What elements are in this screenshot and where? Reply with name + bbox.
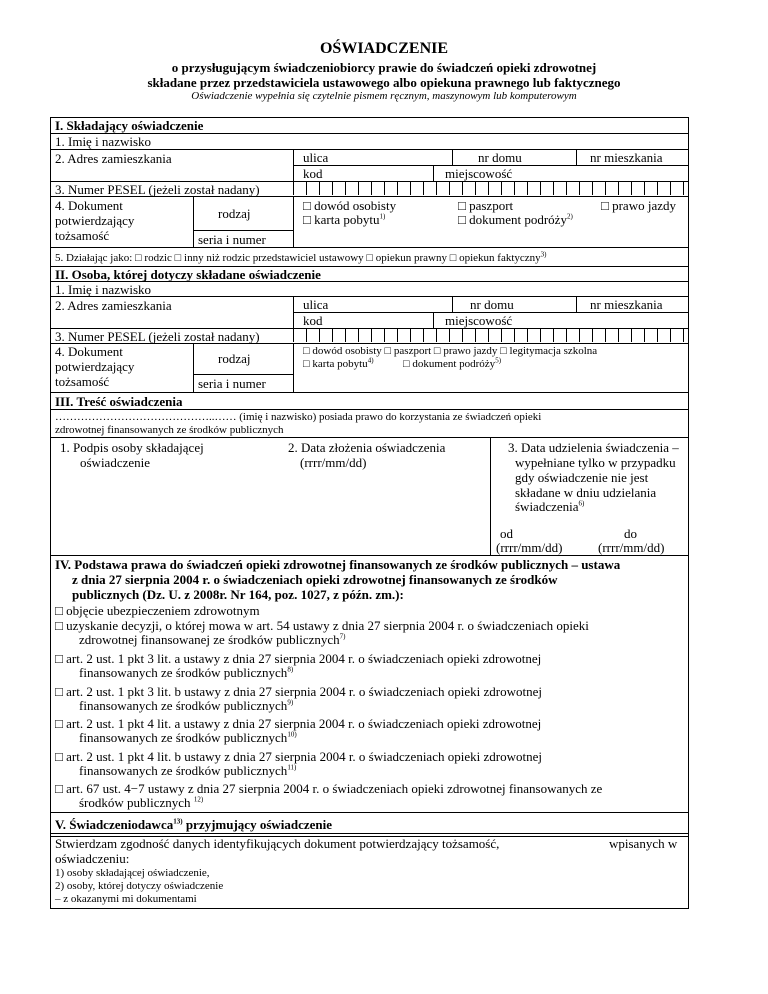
checkbox-icon: □ <box>55 684 63 699</box>
s1-street-label: ulica <box>303 150 329 165</box>
s3-signature-label-1: 1. Podpis osoby składającej <box>60 440 204 455</box>
checkbox-icon: □ <box>55 651 63 666</box>
section-2-heading: II. Osoba, której dotyczy składane oświadczenie <box>55 267 321 282</box>
s1-id-card-option[interactable]: □ dowód osobisty <box>303 198 397 213</box>
checkbox-icon: □ <box>55 603 63 618</box>
subtitle-line-2: składane przez przedstawiciela ustawowego albo opiekuna prawnego lub faktycznego <box>147 75 621 90</box>
checkbox-icon: □ <box>55 618 63 633</box>
s3-service-date-label-2: wypełniane tylko w przypadku <box>515 455 676 470</box>
s3-statement-line-1: ……………………………………..…… (imię i nazwisko) posiada prawo do korzystania ze świadczeń opieki <box>55 411 542 423</box>
s2-pesel-label: 3. Numer PESEL (jeżeli został nadany) <box>55 329 260 344</box>
s1-travel-document-option[interactable]: □ dokument podróży$^{2)}$ <box>458 212 573 227</box>
s5-statement-line-1: Stwierdzam zgodność danych identyfikujących dokument potwierdzający tożsamość, <box>55 836 500 851</box>
s3-service-date-label-5: świadczenia$^{6)}$ <box>515 499 585 514</box>
section-4-heading-line-1: IV. Podstawa prawa do świadczeń opieki zdrowotnej finansowanych ze środków publicznych – ustawa <box>55 557 621 572</box>
s2-postal-code-label: kod <box>303 313 323 328</box>
section-1-heading: I. Składający oświadczenie <box>55 118 204 133</box>
s1-pesel-label: 3. Numer PESEL (jeżeli został nadany) <box>55 182 260 197</box>
checkbox-icon: □ <box>55 749 63 764</box>
s4-option-4-cont: finansowanych ze środków publicznych$^{9)}$ <box>79 698 294 713</box>
s1-document-label-2: potwierdzający <box>55 213 135 228</box>
page-title: OŚWIADCZENIE <box>319 40 449 57</box>
s4-option-7-cont: środków publicznych $^{12)}$ <box>79 795 204 810</box>
s1-doc-type-label: rodzaj <box>218 206 251 221</box>
s2-apartment-number-label: nr mieszkania <box>590 297 663 312</box>
s1-residence-card-option[interactable]: □ karta pobytu$^{1)}$ <box>303 212 386 227</box>
s1-pesel-cells[interactable] <box>293 181 684 195</box>
checkbox-icon: □ <box>55 716 63 731</box>
s2-document-options-line-1[interactable]: □ dowód osobisty □ paszport □ prawo jazdy □ legitymacja szkolna <box>303 345 598 357</box>
s3-from-label: od <box>500 526 513 541</box>
s2-residence-card-option[interactable]: □ karta pobytu$^{4)}$ <box>303 356 374 370</box>
s4-option-5-cont: finansowanych ze środków publicznych$^{10)}$ <box>79 730 297 745</box>
s3-from-format: (rrrr/mm/dd) <box>496 540 563 555</box>
section-5-heading: V. Świadczeniodawca$^{13)}$ przyjmujący oświadczenie <box>55 817 333 832</box>
s2-house-number-label: nr domu <box>470 297 514 312</box>
s5-statement-line-2: oświadczeniu: <box>55 851 130 866</box>
s2-name-label: 1. Imię i nazwisko <box>55 282 152 297</box>
s1-acting-as-options[interactable]: 5. Działając jako: □ rodzic □ inny niż rodzic przedstawiciel ustawowy □ opiekun prawny □ opiekun faktyczny$^{3)}$ <box>55 250 547 264</box>
subtitle-line-1: o przysługującym świadczeniobiorcy prawie do świadczeń opieki zdrowotnej <box>171 60 597 75</box>
s2-travel-document-option[interactable]: □ dokument podróży$^{5)}$ <box>403 356 502 370</box>
s3-signature-label-2: oświadczenie <box>80 455 151 470</box>
s1-document-label-3: tożsamość <box>55 228 110 243</box>
s5-list-item-3: – z okazanymi mi dokumentami <box>55 893 197 905</box>
s5-list-item-1: 1) osoby składającej oświadczenie, <box>55 867 210 879</box>
fill-instruction: Oświadczenie wypełnia się czytelnie pismem ręcznym, maszynowym lub komputerowym <box>191 90 577 102</box>
s4-option-5[interactable]: □ art. 2 ust. 1 pkt 4 lit. a ustawy z dnia 27 sierpnia 2004 r. o świadczeniach opieki zdrowotnej <box>55 716 542 731</box>
s2-doc-type-label: rodzaj <box>218 351 251 366</box>
s4-option-6-cont: finansowanych ze środków publicznych$^{11)}$ <box>79 763 297 778</box>
s1-address-label: 2. Adres zamieszkania <box>55 151 172 166</box>
s5-list-item-2: 2) osoby, której dotyczy oświadczenie <box>55 880 224 892</box>
s2-document-label-3: tożsamość <box>55 374 110 389</box>
s4-option-2-cont: zdrowotnej finansowanej ze środków publicznych$^{7)}$ <box>79 632 346 647</box>
s3-to-label: do <box>624 526 637 541</box>
s4-option-2[interactable]: □ uzyskanie decyzji, o której mowa w art. 54 ustawy z dnia 27 sierpnia 2004 r. o świadczeniach opieki <box>55 618 589 633</box>
s3-submit-date-label: 2. Data złożenia oświadczenia <box>288 440 446 455</box>
s5-statement-line-1-end: wpisanych w <box>609 836 678 851</box>
s4-option-4[interactable]: □ art. 2 ust. 1 pkt 3 lit. b ustawy z dnia 27 sierpnia 2004 r. o świadczeniach opieki zdrowotnej <box>55 684 542 699</box>
s4-option-1[interactable]: □ objęcie ubezpieczeniem zdrowotnym <box>55 603 260 618</box>
s2-address-label: 2. Adres zamieszkania <box>55 298 172 313</box>
s1-doc-series-label: seria i numer <box>198 232 266 247</box>
s2-city-label: miejscowość <box>445 313 513 328</box>
s2-document-label-1: 4. Dokument <box>55 344 123 359</box>
s4-option-7[interactable]: □ art. 67 ust. 4−7 ustawy z dnia 27 sierpnia 2004 r. o świadczeniach opieki zdrowotnej finansowanych ze <box>55 781 603 796</box>
s3-service-date-label-3: gdy oświadczenie nie jest <box>515 470 649 485</box>
s3-service-date-label-4: składane w dniu udzielania <box>515 485 657 500</box>
s1-name-label: 1. Imię i nazwisko <box>55 134 152 149</box>
section-3-heading: III. Treść oświadczenia <box>55 394 183 409</box>
s3-service-date-label-1: 3. Data udzielenia świadczenia – <box>508 440 679 455</box>
s1-house-number-label: nr domu <box>478 150 522 165</box>
section-4-heading-line-2: z dnia 27 sierpnia 2004 r. o świadczeniach opieki zdrowotnej finansowanych ze środków <box>72 572 558 587</box>
s2-document-label-2: potwierdzający <box>55 359 135 374</box>
s1-passport-option[interactable]: □ paszport <box>458 198 514 213</box>
s2-doc-series-label: seria i numer <box>198 376 266 391</box>
s3-statement-line-2: zdrowotnej finansowanych ze środków publicznych <box>55 424 284 436</box>
s1-city-label: miejscowość <box>445 166 513 181</box>
s1-document-label-1: 4. Dokument <box>55 198 123 213</box>
s4-option-6[interactable]: □ art. 2 ust. 1 pkt 4 lit. b ustawy z dnia 27 sierpnia 2004 r. o świadczeniach opieki zdrowotnej <box>55 749 542 764</box>
s4-option-3-cont: finansowanych ze środków publicznych$^{8)}$ <box>79 665 294 680</box>
s3-to-format: (rrrr/mm/dd) <box>598 540 665 555</box>
checkbox-icon: □ <box>55 781 63 796</box>
s1-postal-code-label: kod <box>303 166 323 181</box>
section-4-heading-line-3: publicznych (Dz. U. z 2008r. Nr 164, poz. 1027, z późn. zm.): <box>72 587 404 602</box>
s3-submit-date-format: (rrrr/mm/dd) <box>300 455 367 470</box>
s4-option-3[interactable]: □ art. 2 ust. 1 pkt 3 lit. a ustawy z dnia 27 sierpnia 2004 r. o świadczeniach opieki zdrowotnej <box>55 651 542 666</box>
s1-driving-licence-option[interactable]: □ prawo jazdy <box>601 198 676 213</box>
s2-street-label: ulica <box>303 297 329 312</box>
s2-pesel-cells[interactable] <box>293 328 684 342</box>
s1-apartment-number-label: nr mieszkania <box>590 150 663 165</box>
